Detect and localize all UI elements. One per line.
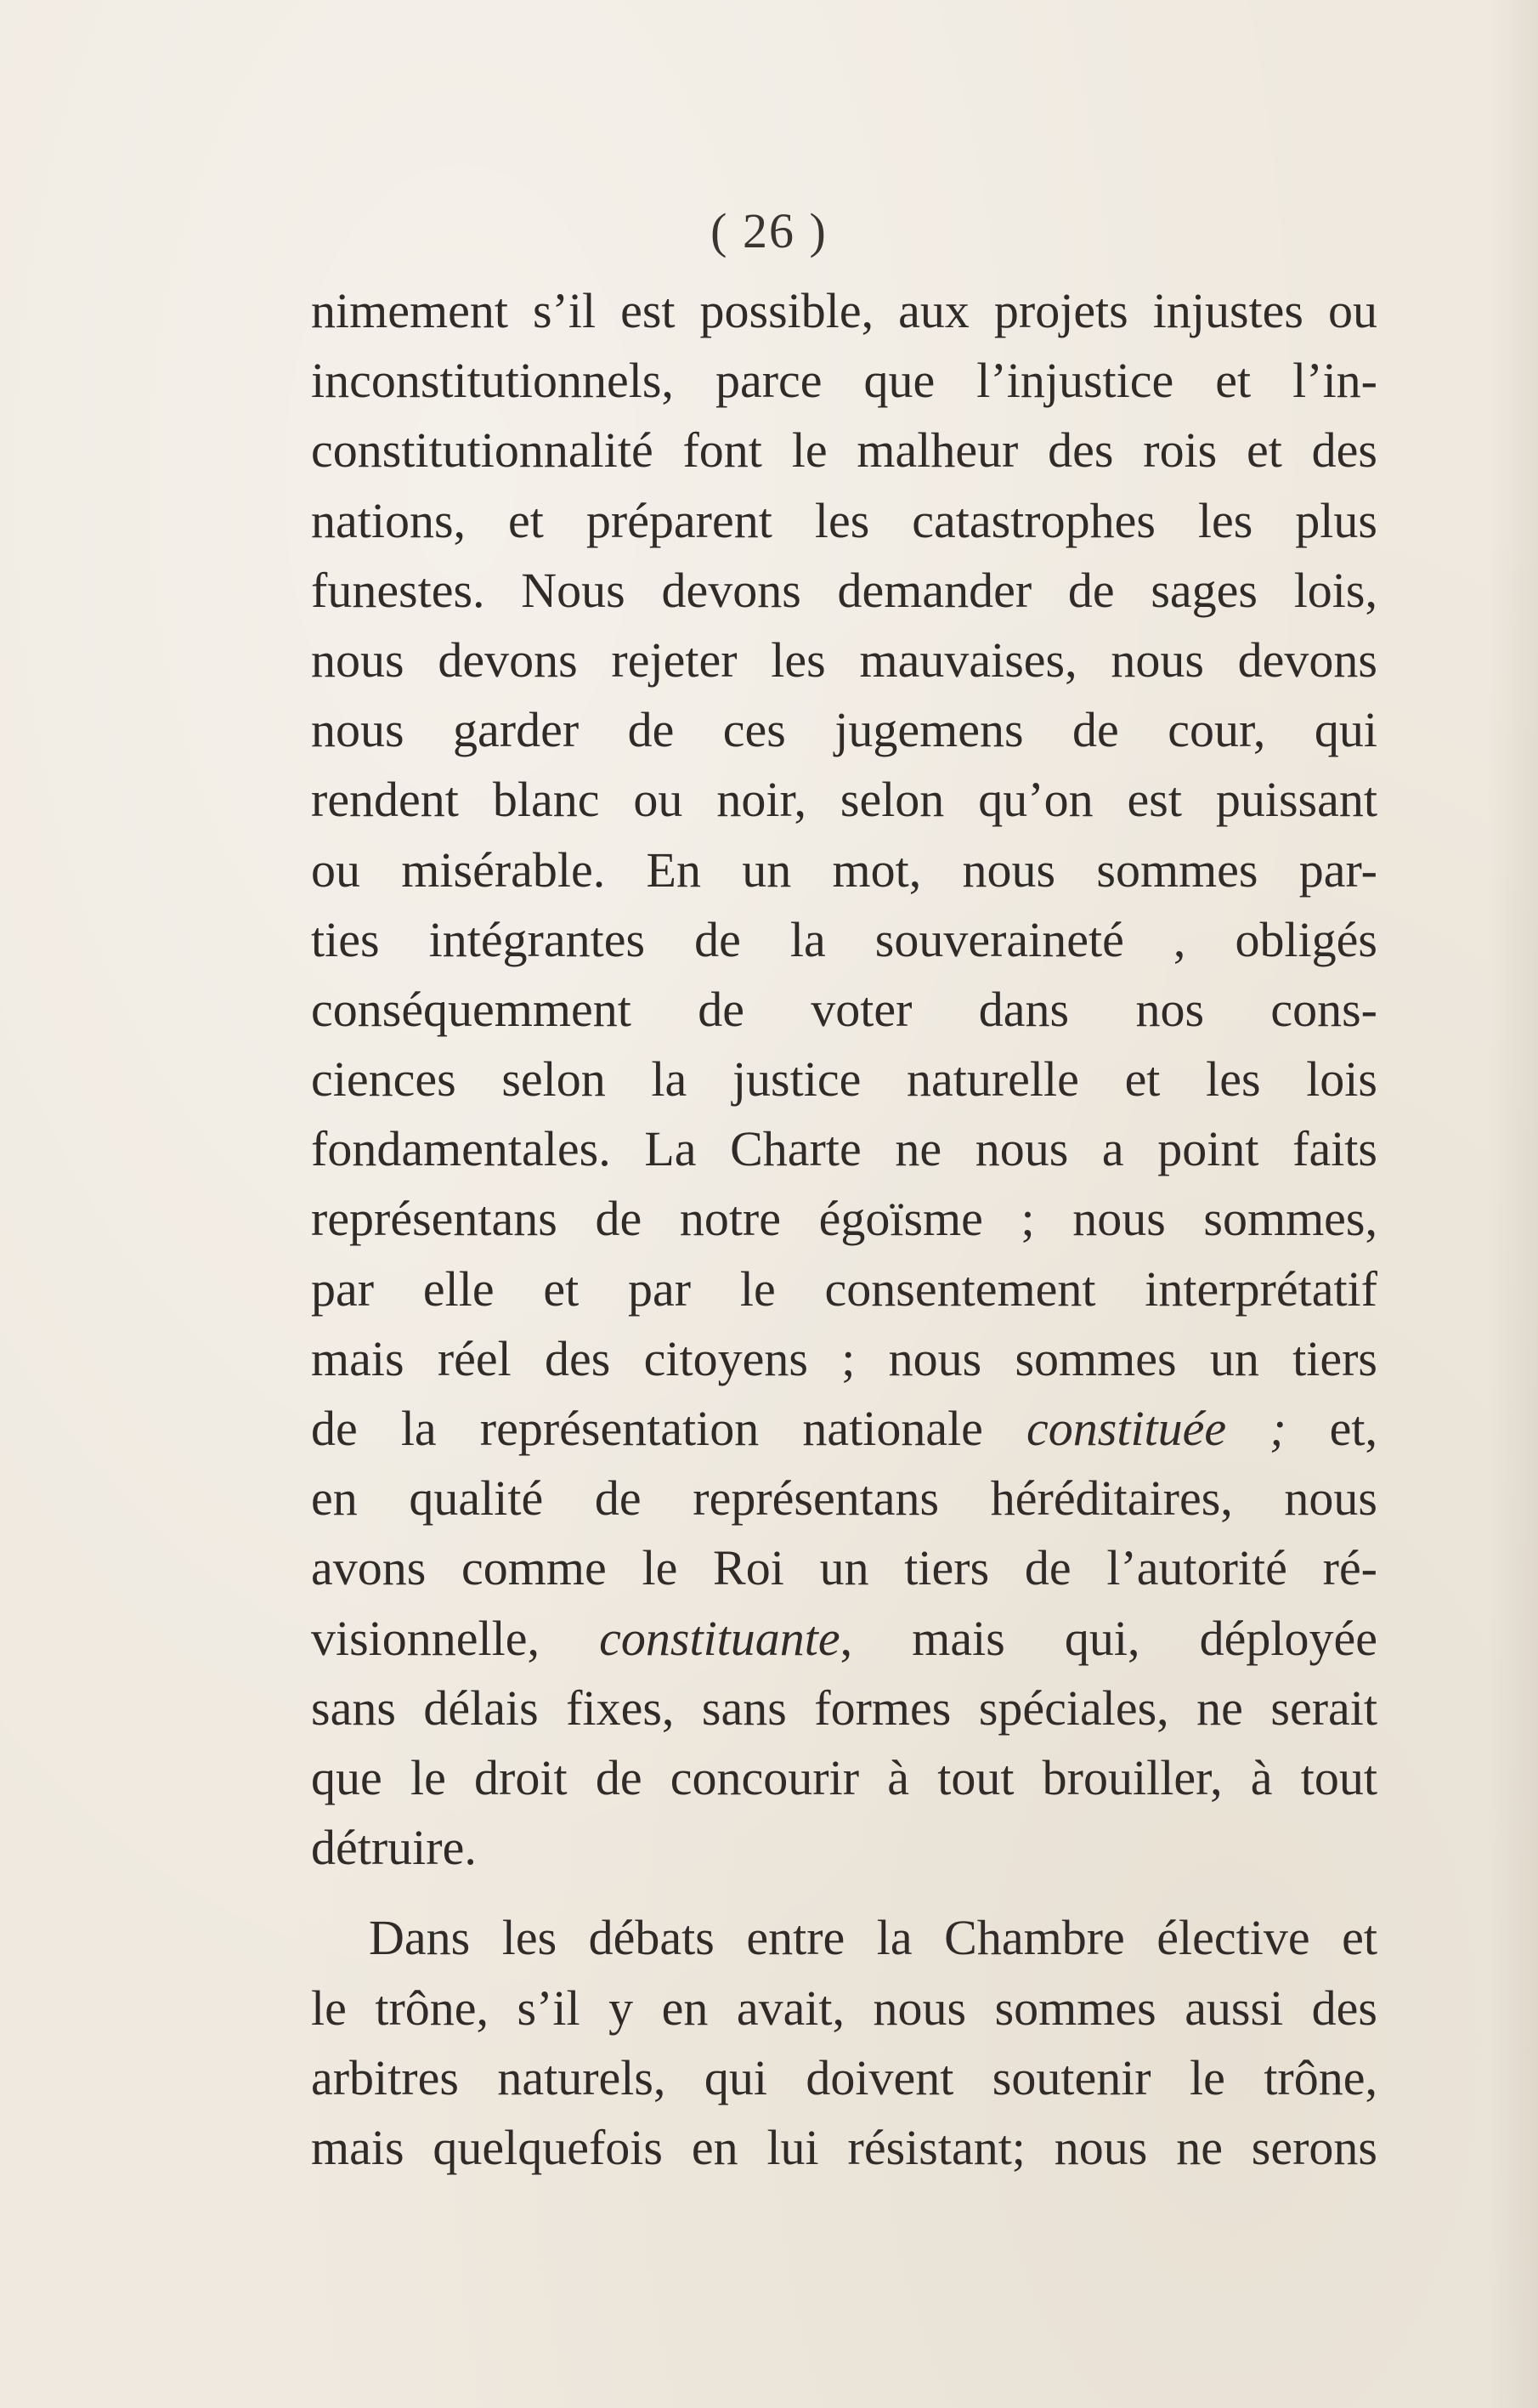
text-line: nimement s’il est possible, aux projets injustes ou	[311, 283, 1377, 338]
text-line-with-italic	[311, 1604, 1377, 1674]
text-line: nous garder de ces jugemens de cour, qui	[311, 702, 1377, 758]
text-line-with-italic	[311, 1394, 1377, 1464]
body-text	[311, 276, 1377, 2183]
page-edge-shadow	[1487, 0, 1538, 2408]
text-line: fondamentales. La Charte ne nous a point faits	[311, 1121, 1377, 1177]
text-line: rendent blanc ou noir, selon qu’on est puissant	[311, 772, 1377, 828]
text-line: inconstitutionnels, parce que l’injustice et l’in-	[311, 353, 1377, 409]
text-run: visionnelle,	[311, 1610, 600, 1666]
text-line: mais réel des citoyens ; nous sommes un tiers	[311, 1330, 1377, 1386]
text-line: le trône, s’il y en avait, nous sommes aussi des	[311, 1980, 1377, 2036]
text-line: sans délais fixes, sans formes spéciales, ne serait	[311, 1680, 1377, 1736]
text-line: funestes. Nous devons demander de sages lois,	[311, 562, 1377, 618]
text-line: représentans de notre égoïsme ; nous sommes,	[311, 1191, 1377, 1247]
paragraph-first-line: Dans les débats entre la Chambre élective et	[369, 1910, 1377, 1966]
italic-term: constituée ;	[1026, 1401, 1286, 1456]
italic-term: constituante	[599, 1610, 840, 1666]
text-line: arbitres naturels, qui doivent soutenir le trône,	[311, 2049, 1377, 2105]
text-line: mais quelquefois en lui résistant; nous ne serons	[311, 2119, 1377, 2175]
paragraph-last-line: détruire.	[311, 1820, 477, 1876]
text-run: , mais qui, déployée	[840, 1610, 1377, 1666]
text-line: avons comme le Roi un tiers de l’autorité ré-	[311, 1540, 1377, 1596]
text-line: ciences selon la justice naturelle et les lois	[311, 1051, 1377, 1108]
page-number: ( 26 )	[710, 203, 828, 258]
text-line: que le droit de concourir à tout brouiller, à tout	[311, 1749, 1377, 1805]
text-line: nous devons rejeter les mauvaises, nous devons	[311, 632, 1377, 688]
text-run: de la représentation nationale	[311, 1401, 1027, 1456]
text-run: et,	[1286, 1401, 1377, 1456]
text-line: conséquemment de voter dans nos cons-	[311, 981, 1377, 1037]
text-line: ties intégrantes de la souveraineté , obligés	[311, 911, 1377, 967]
text-line: par elle et par le consentement interprétatif	[311, 1261, 1377, 1317]
text-line: en qualité de représentans héréditaires, nous	[311, 1470, 1377, 1527]
paragraph-gap	[311, 1883, 1377, 1903]
text-line: nations, et préparent les catastrophes les plus	[311, 492, 1377, 548]
text-line: constitutionnalité font le malheur des rois et des	[311, 422, 1377, 479]
text-line: ou misérable. En un mot, nous sommes par-	[311, 841, 1377, 898]
